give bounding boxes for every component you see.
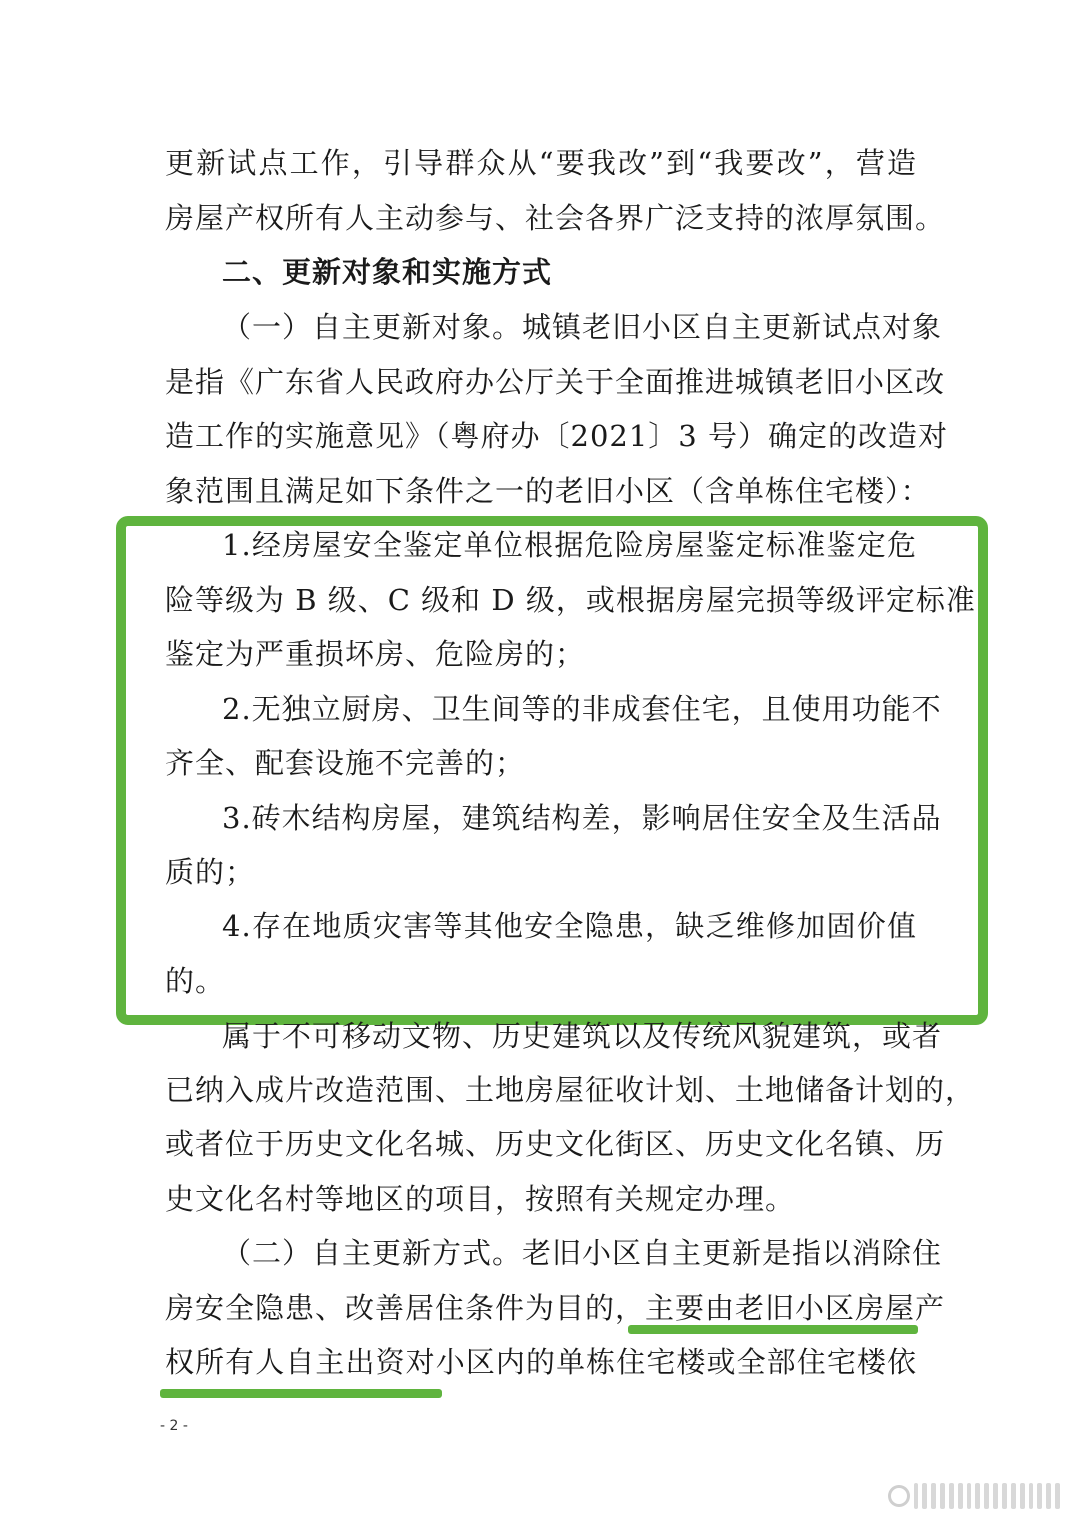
paragraph-line: 或者位于历史文化名城、历史文化街区、历史文化名镇、历 xyxy=(165,1127,946,1161)
highlight-underline xyxy=(628,1325,918,1334)
list-item-line: 2.无独立厨房、卫生间等的非成套住宅，且使用功能不 xyxy=(222,692,942,726)
list-item-line: 4.存在地质灾害等其他安全隐患，缺乏维修加固价值 xyxy=(222,909,917,943)
paragraph-line: 已纳入成片改造范围、土地房屋征收计划、土地储备计划的， xyxy=(165,1073,976,1107)
list-item-line: 3.砖木结构房屋，建筑结构差，影响居住安全及生活品 xyxy=(222,801,942,835)
watermark-circle-icon xyxy=(888,1485,910,1507)
paragraph-line: 是指《广东省人民政府办公厅关于全面推进城镇老旧小区改 xyxy=(165,365,946,399)
paragraph-line: 权所有人自主出资对小区内的单栋住宅楼或全部住宅楼依 xyxy=(165,1345,917,1379)
list-item-line: 鉴定为严重损坏房、危险房的； xyxy=(165,637,586,671)
paragraph-line: 房安全隐患、改善居住条件为目的，主要由老旧小区房屋产 xyxy=(165,1291,946,1325)
paragraph-line: 房屋产权所有人主动参与、社会各界广泛支持的浓厚氛围。 xyxy=(165,201,946,235)
paragraph-line: 史文化名村等地区的项目，按照有关规定办理。 xyxy=(165,1182,796,1216)
watermark-logo xyxy=(888,1482,1060,1510)
paragraph-line: （一）自主更新对象。城镇老旧小区自主更新试点对象 xyxy=(222,310,943,344)
page-number: - 2 - xyxy=(160,1418,188,1434)
list-item-line: 1.经房屋安全鉴定单位根据危险房屋鉴定标准鉴定危 xyxy=(222,528,917,562)
paragraph-line: 象范围且满足如下条件之一的老旧小区（含单栋住宅楼）： xyxy=(165,474,931,508)
paragraph-line: 更新试点工作，引导群众从“要我改”到“我要改”，营造 xyxy=(165,146,917,180)
list-item-line: 的。 xyxy=(165,964,226,998)
highlight-underline xyxy=(160,1389,442,1398)
list-item-line: 齐全、配套设施不完善的； xyxy=(165,746,526,780)
section-heading: 二、更新对象和实施方式 xyxy=(222,255,553,289)
paragraph-line: 造工作的实施意见》（粤府办〔2021〕3 号）确定的改造对 xyxy=(165,419,948,453)
paragraph-line: （二）自主更新方式。老旧小区自主更新是指以消除住 xyxy=(222,1236,943,1270)
list-item-line: 险等级为 B 级、C 级和 D 级，或根据房屋完损等级评定标准 xyxy=(165,583,976,617)
list-item-line: 质的； xyxy=(165,855,256,889)
paragraph-line: 属于不可移动文物、历史建筑以及传统风貌建筑，或者 xyxy=(222,1019,943,1053)
